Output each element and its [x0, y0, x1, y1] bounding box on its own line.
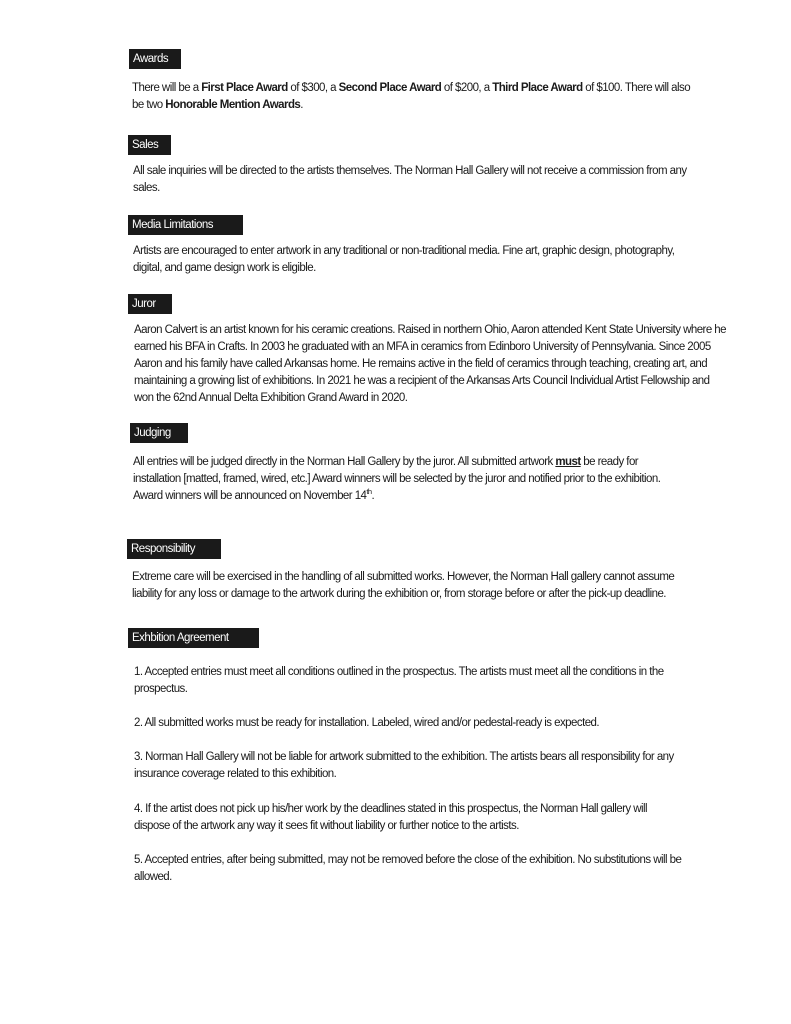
agreement-item-3-line-2: insurance coverage related to this exhibition.	[134, 768, 337, 780]
responsibility-heading: Responsibility	[127, 539, 221, 559]
agreement-item-2	[134, 715, 599, 732]
responsibility-text	[132, 569, 674, 603]
media-line-2: digital, and game design work is eligible.	[133, 262, 316, 274]
media-limitations-text	[133, 243, 674, 277]
juror-line-4: maintaining a growing list of exhibitions. In 2021 he was a recipient of the Arkansas Arts Council Individual Artist Fellowship and	[134, 375, 710, 387]
juror-heading: Juror	[128, 294, 172, 314]
juror-line-1: Aaron Calvert is an artist known for his ceramic creations. Raised in northern Ohio, Aaron attended Kent State University where he	[134, 324, 726, 336]
judging-text	[133, 454, 660, 505]
agreement-item-5-line-1: 5. Accepted entries, after being submitted, may not be removed before the close of the exhibition. No substitutions will be	[134, 854, 682, 866]
awards-text	[132, 80, 690, 114]
awards-line-2: be two Honorable Mention Awards.	[132, 99, 303, 111]
agreement-item-5-line-2: allowed.	[134, 871, 172, 883]
sales-heading: Sales	[128, 135, 171, 155]
agreement-item-1-line-1: 1. Accepted entries must meet all conditions outlined in the prospectus. The artists must meet all the conditions in the	[134, 666, 664, 678]
judging-line-3: Award winners will be announced on November 14th.	[133, 487, 375, 502]
sales-line-1: All sale inquiries will be directed to the artists themselves. The Norman Hall Gallery will not receive a commission from any	[133, 165, 687, 177]
media-limitations-heading: Media Limitations	[128, 215, 243, 235]
sales-text	[133, 163, 687, 197]
juror-line-2: earned his BFA in Crafts. In 2003 he graduated with an MFA in ceramics from Edinboro University of Pennsylvania. Since 2005	[134, 341, 711, 353]
agreement-item-3	[134, 749, 674, 783]
agreement-item-3-line-1: 3. Norman Hall Gallery will not be liable for artwork submitted to the exhibition. The artists bears all responsibility for any	[134, 751, 674, 763]
responsibility-line-2: liability for any loss or damage to the artwork during the exhibition or, from storage before or after the pick-up deadline.	[132, 588, 666, 600]
judging-line-2: installation [matted, framed, wired, etc.] Award winners will be selected by the juror and notified prior to the exhibition.	[133, 473, 661, 485]
agreement-item-4	[134, 801, 647, 835]
agreement-item-4-line-1: 4. If the artist does not pick up his/her work by the deadlines stated in this prospectus, the Norman Hall gallery will	[134, 803, 648, 815]
judging-heading: Judging	[130, 423, 188, 443]
awards-line-1: There will be a First Place Award of $300, a Second Place Award of $200, a Third Place Award of $100. There will also	[132, 82, 691, 94]
agreement-item-1-line-2: prospectus.	[134, 683, 188, 695]
juror-line-5: won the 62nd Annual Delta Exhibition Grand Award in 2020.	[134, 392, 408, 404]
agreement-item-1	[134, 664, 664, 698]
responsibility-line-1: Extreme care will be exercised in the handling of all submitted works. However, the Norman Hall gallery cannot assume	[132, 571, 675, 583]
awards-heading: Awards	[129, 49, 181, 69]
sales-line-2: sales.	[133, 182, 160, 194]
juror-text	[134, 322, 726, 407]
agreement-item-2-line-1: 2. All submitted works must be ready for installation. Labeled, wired and/or pedestal-ready is expected.	[134, 717, 600, 729]
media-line-1: Artists are encouraged to enter artwork in any traditional or non-traditional media. Fine art, graphic design, photography,	[133, 245, 675, 257]
juror-line-3: Aaron and his family have called Arkansas home. He remains active in the field of ceramics through teaching, creating art, and	[134, 358, 708, 370]
judging-line-1: All entries will be judged directly in the Norman Hall Gallery by the juror. All submitted artwork must be ready for	[133, 456, 639, 468]
agreement-item-5	[134, 852, 681, 886]
agreement-item-4-line-2: dispose of the artwork any way it sees fit without liability or further notice to the artists.	[134, 820, 519, 832]
exhibition-agreement-heading: Exhbition Agreement	[128, 628, 259, 648]
